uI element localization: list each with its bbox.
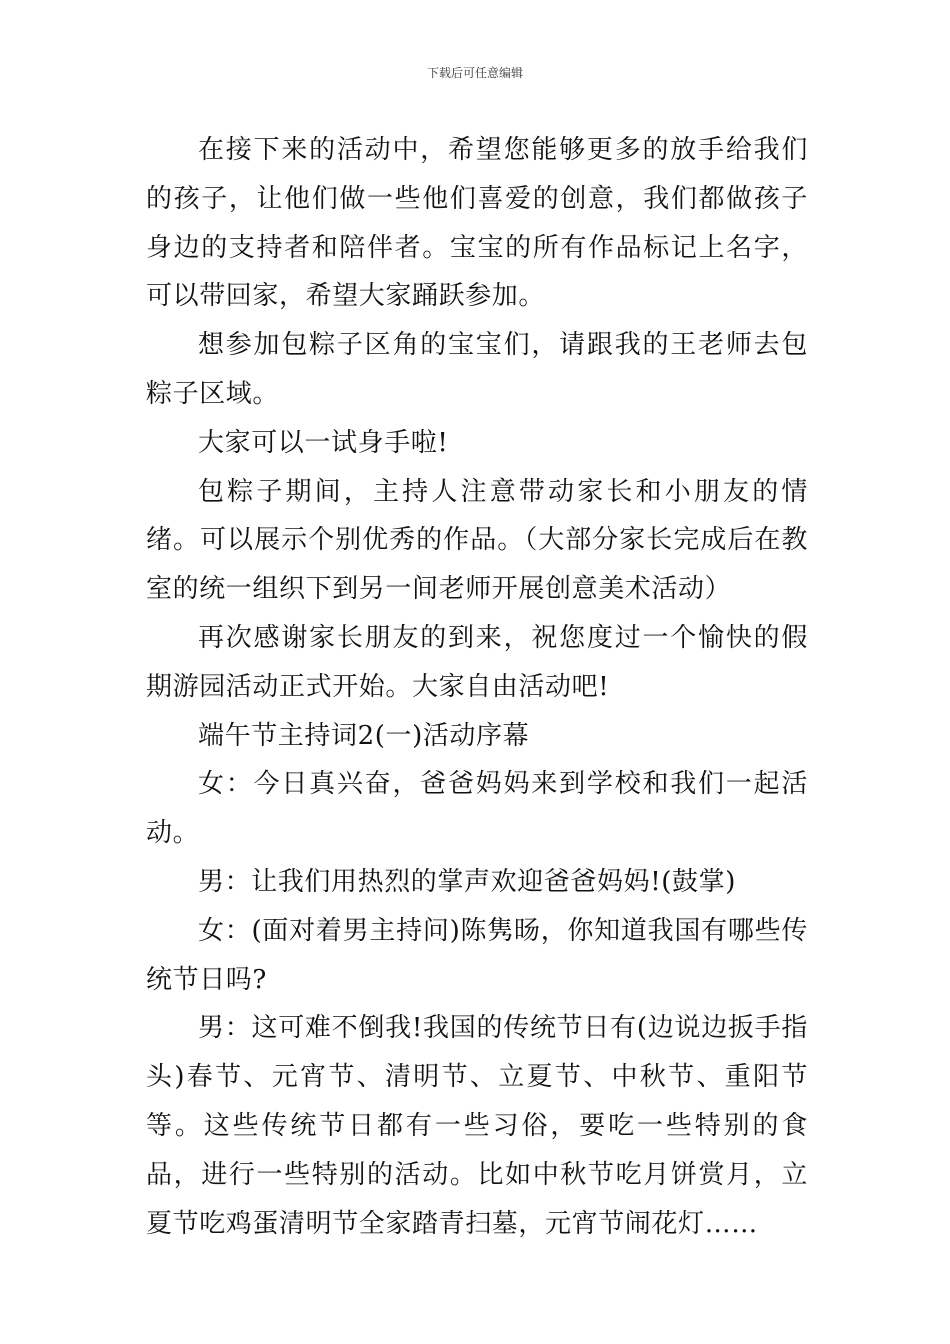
paragraph: 包粽子期间，主持人注意带动家长和小朋友的情绪。可以展示个别优秀的作品。（大部分家长完成后在教室的统一组织下到另一间老师开展创意美术活动） — [146, 476, 808, 605]
section-heading: 端午节主持词2(一)活动序幕 — [198, 720, 530, 751]
dialogue-line: 女：(面对着男主持问)陈隽旸，你知道我国有哪些传统节日吗? — [146, 915, 808, 995]
dialogue-line: 女：今日真兴奋，爸爸妈妈来到学校和我们一起活动。 — [146, 769, 808, 849]
paragraph: 在接下来的活动中，希望您能够更多的放手给我们的孩子，让他们做一些他们喜爱的创意，我们都做孩子身边的支持者和陪伴者。宝宝的所有作品标记上名字，可以带回家，希望大家踊跃参加。 — [146, 135, 808, 312]
dialogue-line: 男：让我们用热烈的掌声欢迎爸爸妈妈!(鼓掌) — [198, 866, 736, 897]
paragraph: 再次感谢家长朋友的到来，祝您度过一个愉快的假期游园活动正式开始。大家自由活动吧! — [146, 622, 808, 702]
paragraph: 大家可以一试身手啦! — [198, 427, 449, 458]
page-header: 下载后可任意编辑 — [426, 66, 523, 80]
dialogue-line: 男：这可难不倒我!我国的传统节日有(边说边扳手指头)春节、元宵节、清明节、立夏节、中秋节、重阳节等。这些传统节日都有一些习俗，要吃一些特别的食品，进行一些特别的活动。比如中秋节吃月饼赏月，立夏节吃鸡蛋清明节全家踏青扫墓，元宵节闹花灯…… — [146, 1013, 808, 1239]
paragraph: 想参加包粽子区角的宝宝们，请跟我的王老师去包粽子区域。 — [146, 330, 808, 409]
document-body — [146, 126, 808, 1248]
